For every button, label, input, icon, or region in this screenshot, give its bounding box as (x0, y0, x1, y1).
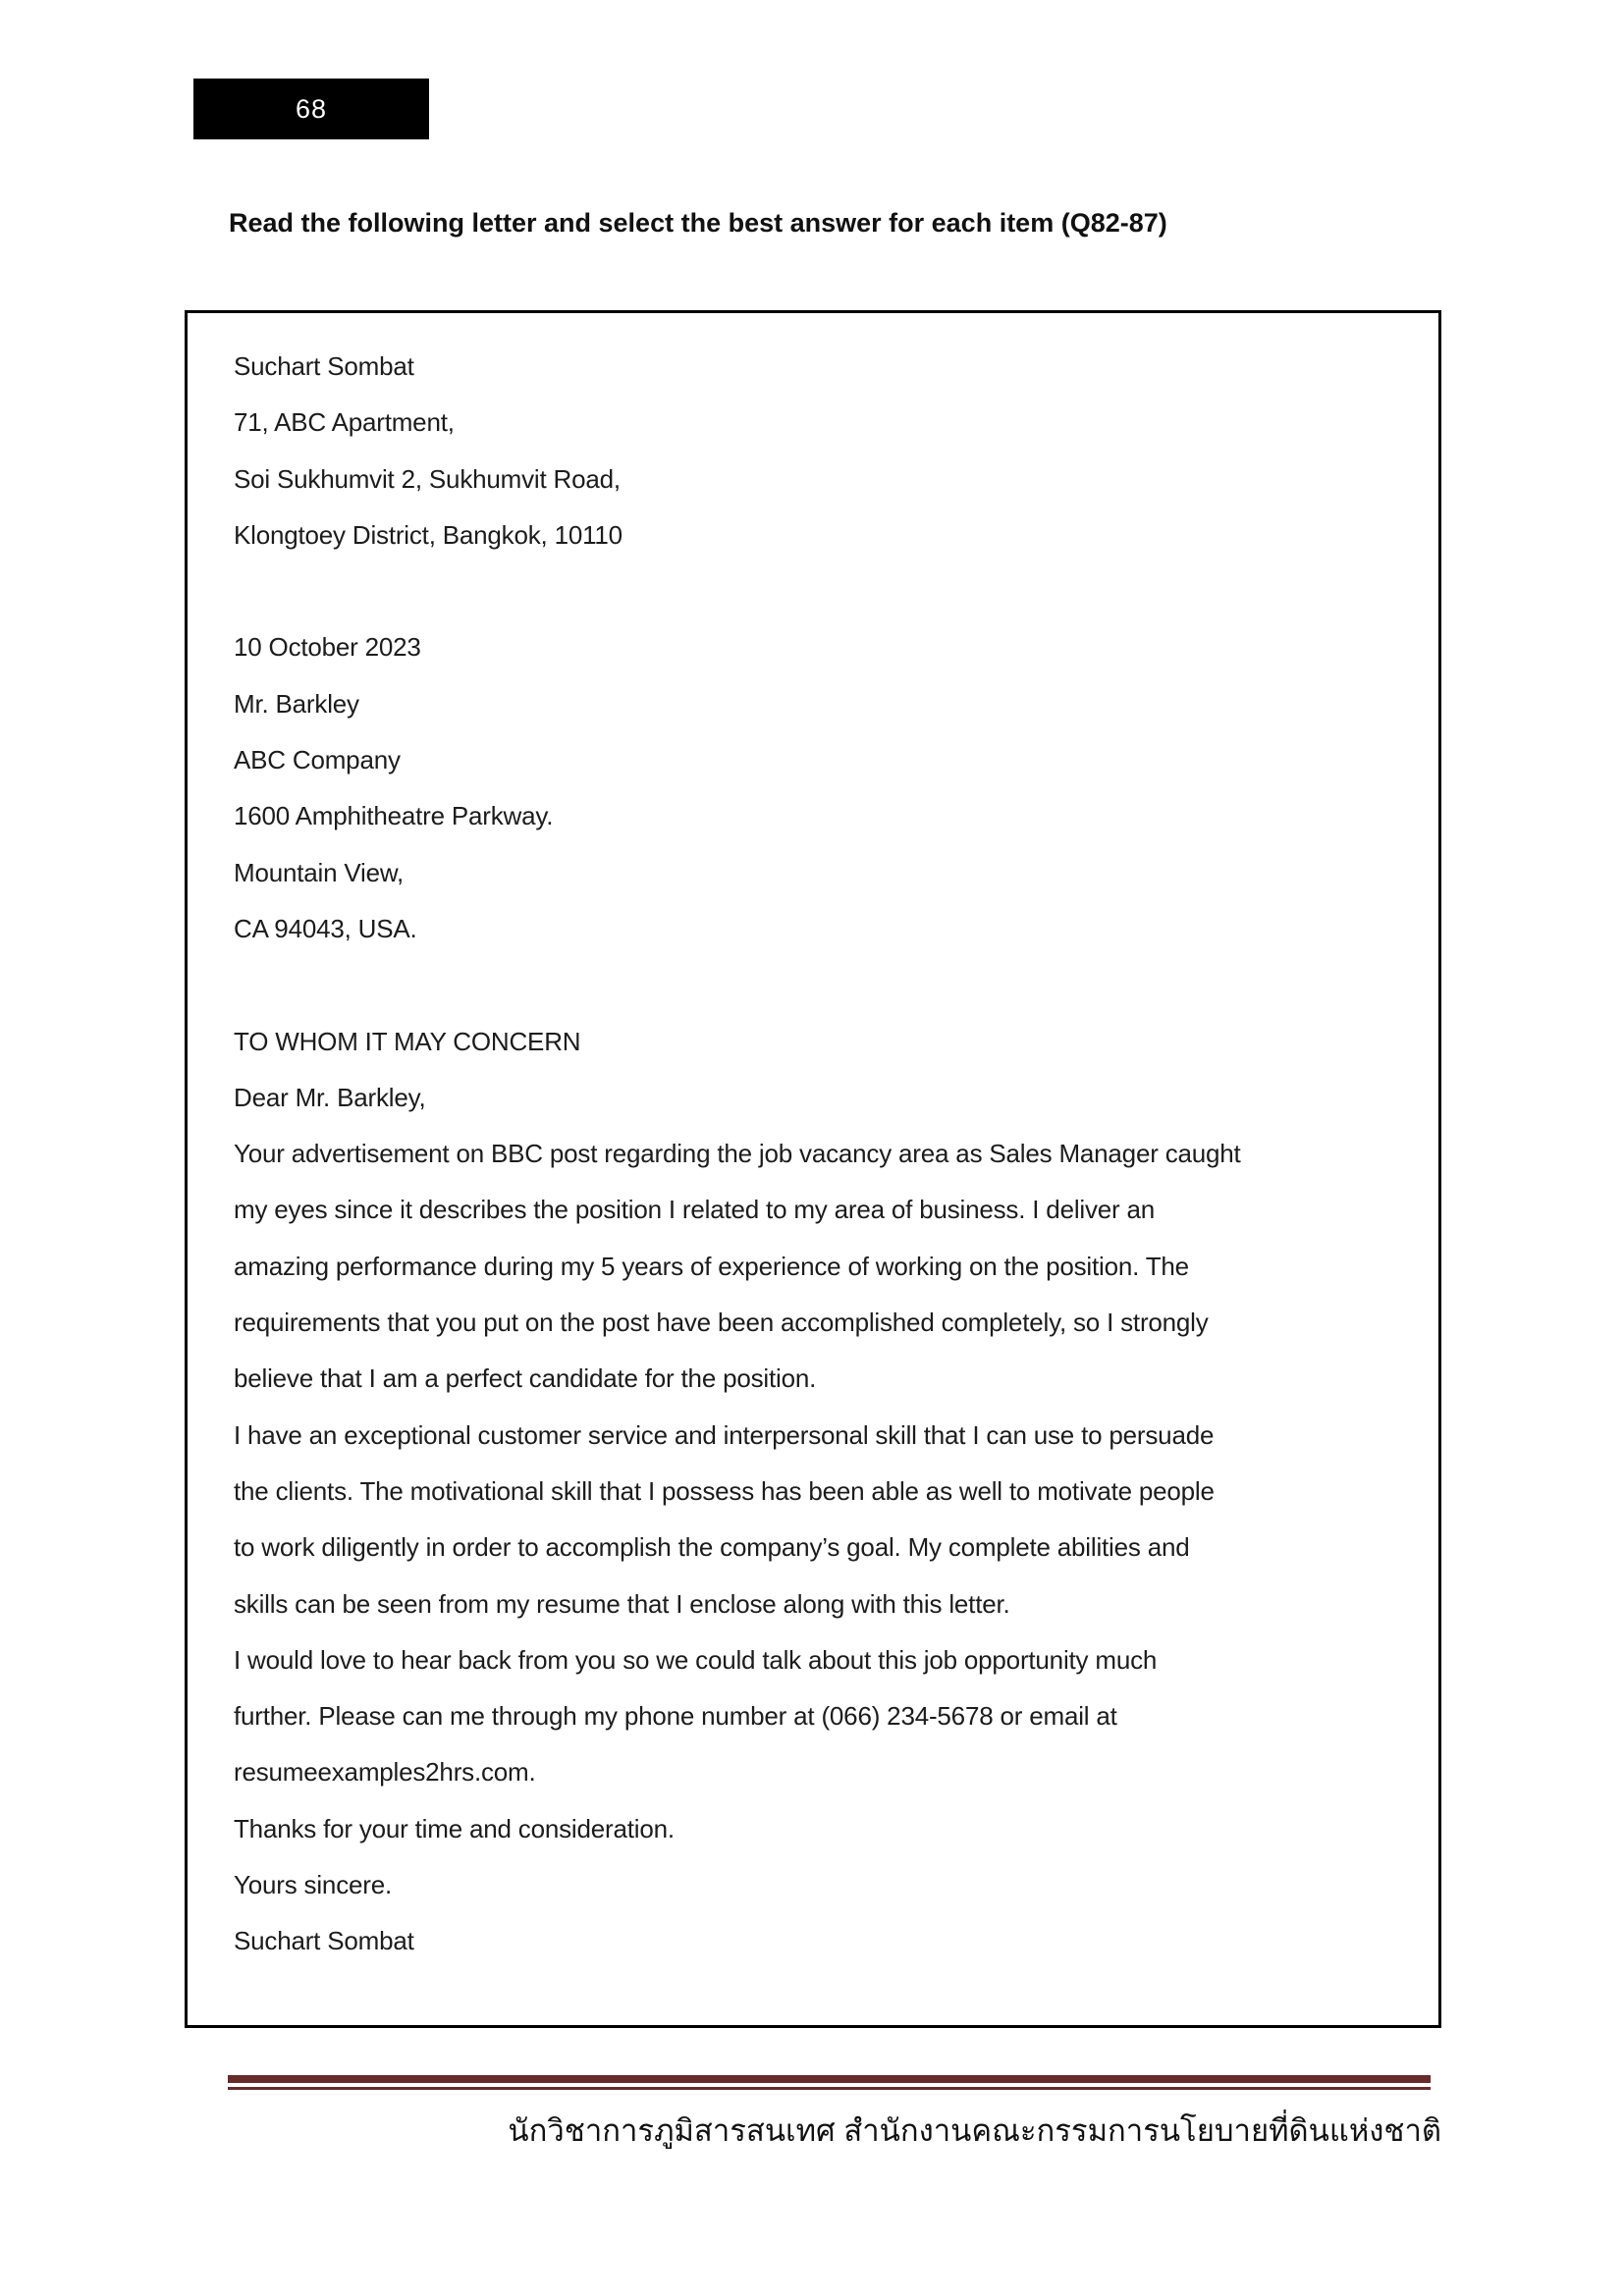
letter-line: Klongtoey District, Bangkok, 10110 (234, 519, 623, 550)
letter-line: further. Please can me through my phone number at (066) 234-5678 or email at (234, 1701, 1117, 1732)
footer-rule (228, 2075, 1431, 2090)
letter-line: 10 October 2023 (234, 632, 421, 663)
letter-line: believe that I am a perfect candidate for the position. (234, 1363, 817, 1394)
letter-line: Suchart Sombat (234, 1926, 414, 1956)
letter-line (234, 957, 1419, 1013)
letter-line: I have an exceptional customer service and interpersonal skill that I can use to persuade (234, 1419, 1215, 1450)
footer-rule-thick-bar (228, 2075, 1431, 2083)
letter-line: Yours sincere. (234, 1870, 392, 1900)
letter-box (185, 310, 1441, 2028)
letter-line: Soi Sukhumvit 2, Sukhumvit Road, (234, 463, 621, 494)
letter-line: amazing performance during my 5 years of experience of working on the position. The (234, 1251, 1189, 1281)
letter-line: resumeexamples2hrs.com. (234, 1757, 536, 1788)
letter-line: I would love to hear back from you so we could talk about this job opportunity much (234, 1644, 1158, 1675)
letter-line (234, 563, 1419, 619)
letter-line: 1600 Amphitheatre Parkway. (234, 801, 554, 831)
letter-line: my eyes since it describes the position I related to my area of business. I deliver an (234, 1195, 1156, 1225)
letter-line: to work diligently in order to accomplish the company’s goal. My complete abilities and (234, 1532, 1190, 1563)
letter-line: ABC Company (234, 745, 401, 775)
page-number-badge (193, 79, 429, 139)
letter-body (234, 339, 1419, 1970)
instruction-heading: Read the following letter and select the best answer for each item (Q82-87) (229, 208, 1167, 238)
letter-line: Mr. Barkley (234, 688, 359, 719)
letter-line: TO WHOM IT MAY CONCERN (234, 1026, 581, 1056)
letter-line: requirements that you put on the post have been accomplished completely, so I strongly (234, 1308, 1209, 1338)
letter-line: Your advertisement on BBC post regarding the job vacancy area as Sales Manager caught (234, 1139, 1241, 1169)
letter-line: Thanks for your time and consideration. (234, 1813, 675, 1843)
letter-line: Suchart Sombat (234, 351, 414, 381)
page-number: 68 (295, 93, 328, 124)
letter-line: CA 94043, USA. (234, 913, 417, 943)
letter-line: Dear Mr. Barkley, (234, 1082, 426, 1112)
letter-line: the clients. The motivational skill that I possess has been able as well to motivate people (234, 1475, 1215, 1506)
footer-rule-thin-bar (228, 2087, 1431, 2090)
letter-line: skills can be seen from my resume that I enclose along with this letter. (234, 1588, 1010, 1619)
footer-text: นักวิชาการภูมิสารสนเทศ สำนักงานคณะกรรมการนโยบายที่ดินแห่งชาติ (508, 2113, 1441, 2148)
letter-line: 71, ABC Apartment, (234, 407, 455, 438)
letter-line: Mountain View, (234, 857, 405, 887)
